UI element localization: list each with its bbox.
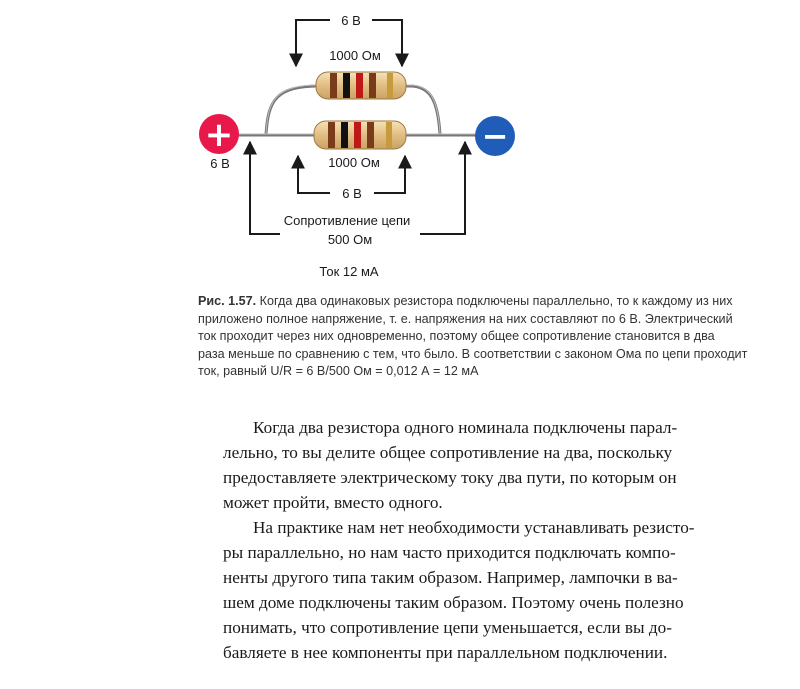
band-brown-1 xyxy=(328,122,335,148)
bottom-resistor xyxy=(314,121,406,149)
circuit-resistance-value: 500 Ом xyxy=(327,232,373,247)
paragraph-line: понимать, что сопротивление цепи уменьшается, если вы до- xyxy=(223,618,672,637)
caption-line-4: раза меньше по сравнению с тем, что было. В соответствии с законом Ома по цепи проходит xyxy=(198,346,748,361)
current-label: Ток 12 мА xyxy=(319,264,379,279)
bottom-resistor-label: 1000 Ом xyxy=(328,155,380,170)
paragraph-line: ры параллельно, но нам часто приходится подключать компо- xyxy=(223,543,676,562)
negative-terminal xyxy=(475,116,515,156)
band-gold xyxy=(386,122,392,148)
paragraph-line: Когда два резистора одного номинала подключены парал- xyxy=(253,418,678,437)
paragraph-1 xyxy=(223,415,763,515)
band-black xyxy=(343,73,350,98)
caption-lead: Рис. 1.57. xyxy=(198,294,257,308)
minus-icon: − xyxy=(481,117,509,155)
paragraph-line: может пройти, вместо одного. xyxy=(223,493,443,512)
band-red xyxy=(354,122,361,148)
paragraph-line: бавляете в нее компоненты при параллельном подключении. xyxy=(223,643,668,662)
paragraph-line: ненты другого типа таким образом. Например, лампочки в ва- xyxy=(223,568,678,587)
band-black xyxy=(341,122,348,148)
band-brown-2 xyxy=(369,73,376,98)
body-text xyxy=(223,415,763,665)
band-brown-1 xyxy=(330,73,337,98)
top-voltage-label: 6 В xyxy=(341,13,361,28)
parallel-resistors-diagram xyxy=(0,0,800,290)
bottom-voltage-label: 6 В xyxy=(342,186,362,201)
band-brown-2 xyxy=(367,122,374,148)
positive-terminal xyxy=(199,114,239,155)
band-red xyxy=(356,73,363,98)
top-resistor xyxy=(316,72,406,99)
top-resistor-label: 1000 Ом xyxy=(329,48,381,63)
circuit-resistance-label: Сопротивление цепи xyxy=(283,213,411,228)
band-gold xyxy=(387,73,393,98)
paragraph-line: предоставляете электрическому току два пути, по которым он xyxy=(223,468,677,487)
caption-line-2: приложено полное напряжение, т. е. напряжения на них составляют по 6 В. Электрический xyxy=(198,311,733,326)
plus-icon: + xyxy=(204,115,234,155)
caption-line-1: Рис. 1.57. Когда два одинаковых резистора подключены параллельно, то к каждому из них xyxy=(198,294,733,308)
paragraph-line: шем доме подключены таким образом. Поэтому очень полезно xyxy=(223,593,684,612)
caption-line-5: ток, равный U/R = 6 В/500 Ом = 0,012 А = 12 мА xyxy=(198,364,479,378)
figure-caption xyxy=(198,293,798,381)
paragraph-2 xyxy=(223,515,763,665)
paragraph-line: лельно, то вы делите общее сопротивление на два, поскольку xyxy=(223,443,673,462)
caption-line-3: ток проходит через них одновременно, поэтому общее сопротивление становится в два xyxy=(198,329,715,343)
plus-terminal-voltage: 6 В xyxy=(210,156,230,171)
paragraph-line: На практике нам нет необходимости устанавливать резисто- xyxy=(253,518,695,537)
